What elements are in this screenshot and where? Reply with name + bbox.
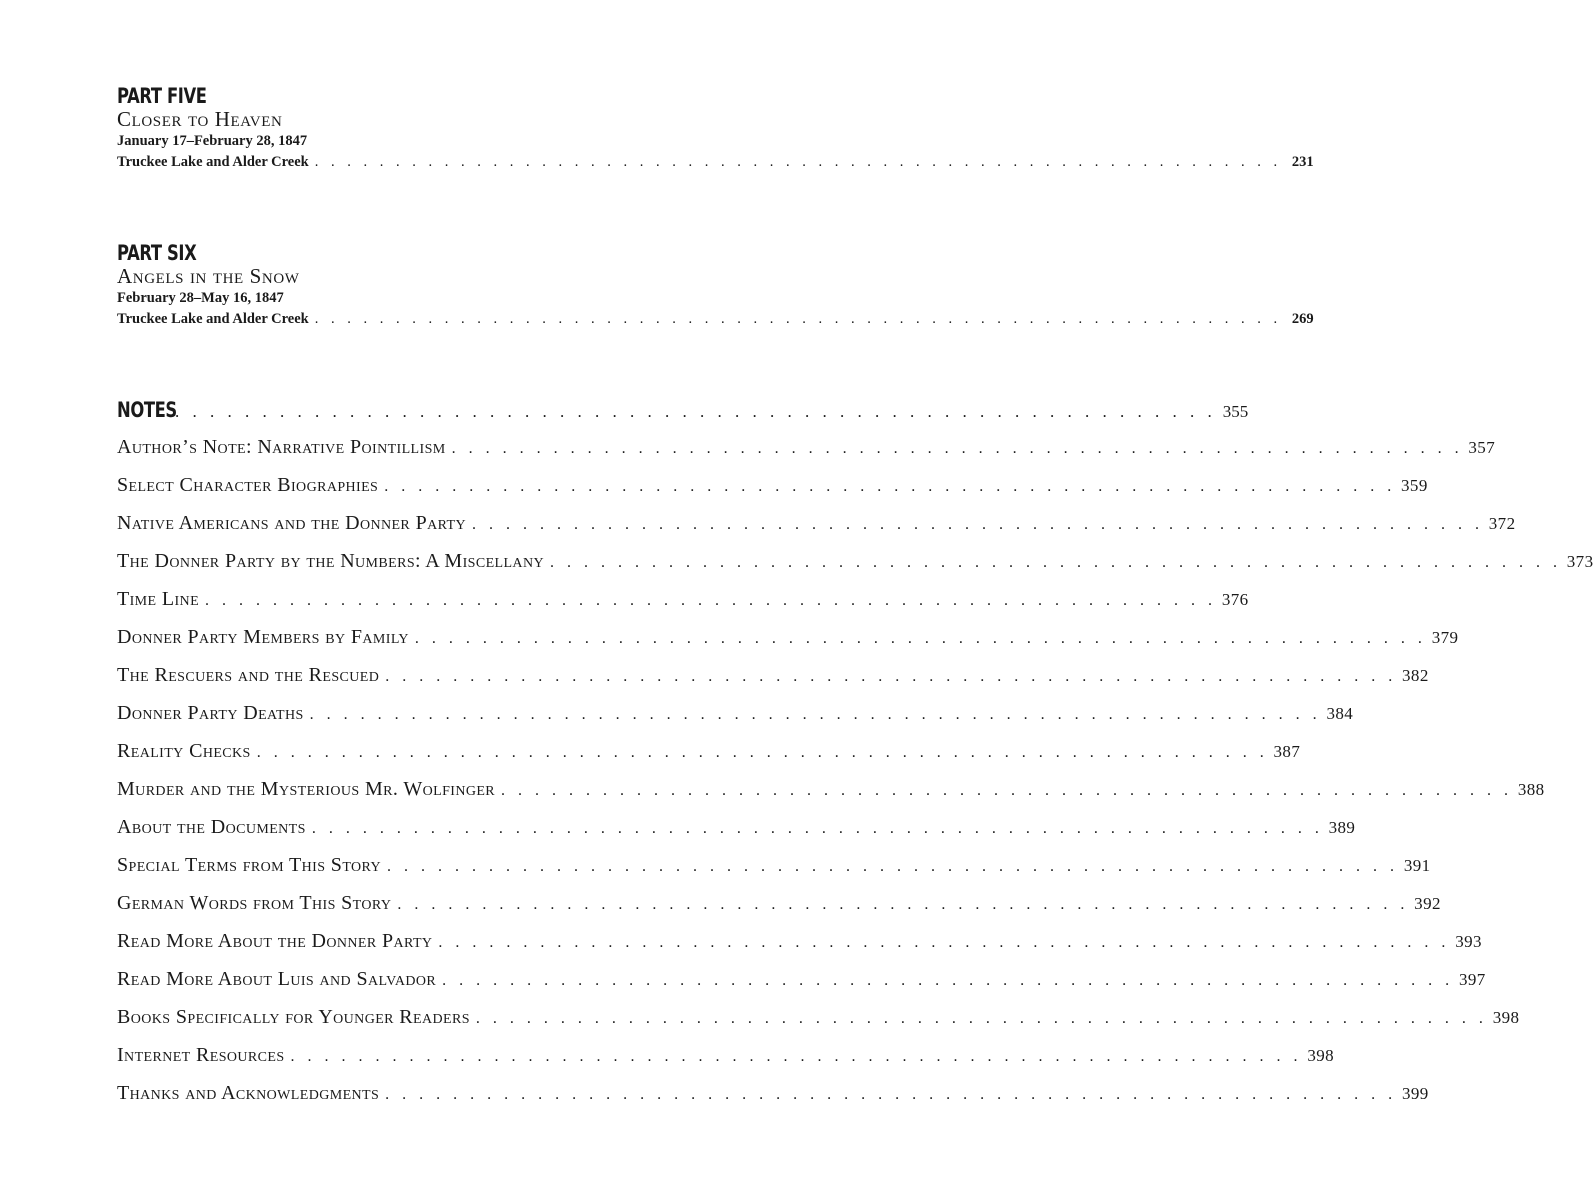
toc-entry[interactable] xyxy=(117,588,1249,626)
part-six-block xyxy=(117,241,1314,330)
dot-leader: . . . . . . . . . . . . . . . . . . . . . . . . . . . . . . . . . . . . . . . . . . . . . . . . . . . . . . . . . . . . xyxy=(414,630,1427,647)
dot-leader: . . . . . . . . . . . . . . . . . . . . . . . . . . . . . . . . . . . . . . . . . . . . . . . . . . . . . . . . . . . . xyxy=(501,782,1513,799)
entry-title: Native Americans and the Donner Party xyxy=(117,512,466,534)
page-number: 388 xyxy=(1517,780,1545,799)
page-number: 397 xyxy=(1458,970,1486,989)
toc-entry-part-six-location[interactable] xyxy=(117,309,1314,330)
page-number: 269 xyxy=(1291,311,1314,327)
entry-title: Truckee Lake and Alder Creek xyxy=(117,311,309,327)
part-five-block xyxy=(117,84,1314,173)
toc-entry[interactable] xyxy=(117,930,1482,968)
entry-title: Murder and the Mysterious Mr. Wolfinger xyxy=(117,778,496,800)
page-number: 231 xyxy=(1291,154,1314,170)
toc-entry[interactable] xyxy=(117,474,1428,512)
page-number: 382 xyxy=(1402,666,1429,685)
dot-leader: . . . . . . . . . . . . . . . . . . . . . . . . . . . . . . . . . . . . . . . . . . . . . . . . . . . . . . . . . . . . xyxy=(384,478,1396,495)
page-number: 373 xyxy=(1566,552,1593,571)
dot-leader: . . . . . . . . . . . . . . . . . . . . . . . . . . . . . . . . . . . . . . . . . . . . . . . . . . . . . . . . . . . . xyxy=(311,820,1324,837)
toc-entry[interactable] xyxy=(117,1082,1429,1120)
entry-title: Donner Party Deaths xyxy=(117,702,304,724)
dot-leader: . . . . . . . . . . . . . . . . . . . . . . . . . . . . . . . . . . . . . . . . . . . . . . . . . . . . . . . . . . . . xyxy=(290,1048,1303,1065)
toc-entry[interactable] xyxy=(117,626,1459,664)
page-number: 399 xyxy=(1401,1084,1429,1103)
entry-title: Special Terms from This Story xyxy=(117,854,382,876)
toc-entry[interactable] xyxy=(117,778,1545,816)
entry-title: Internet Resources xyxy=(117,1044,285,1066)
page-number: 393 xyxy=(1455,932,1482,951)
page-number: 355 xyxy=(1222,402,1249,421)
page-number: 379 xyxy=(1431,628,1459,647)
dot-leader: . . . . . . . . . . . . . . . . . . . . . . . . . . . . . . . . . . . . . . . . . . . . . . . . . . . . . . . . . . . . xyxy=(387,858,1399,875)
dot-leader: . . . . . . . . . . . . . . . . . . . . . . . . . . . . . . . . . . . . . . . . . . . . . . . . . . . . . . . . . . . . xyxy=(438,934,1450,951)
page-number: 384 xyxy=(1326,704,1354,723)
toc-entry[interactable] xyxy=(117,702,1354,740)
entry-title: German Words from This Story xyxy=(117,892,392,914)
toc-entry-part-five-location[interactable] xyxy=(117,152,1314,173)
entry-title: Author’s Note: Narrative Pointillism xyxy=(117,436,446,458)
page-number: 387 xyxy=(1273,742,1301,761)
notes-heading-row[interactable] xyxy=(117,398,1249,422)
notes-entries-list xyxy=(117,436,1593,1120)
page-number: 391 xyxy=(1403,856,1431,875)
toc-entry[interactable] xyxy=(117,740,1301,778)
dot-leader: . . . . . . . . . . . . . . . . . . . . . . . . . . . . . . . . . . . . . . . . . . . . . . . . . . . . . . . . . . . . xyxy=(205,592,1217,609)
part-dates: February 28–May 16, 1847 xyxy=(117,290,284,306)
part-title: Angels in the Snow xyxy=(117,264,300,288)
entry-title: About the Documents xyxy=(117,816,306,838)
dot-leader: . . . . . . . . . . . . . . . . . . . . . . . . . . . . . . . . . . . . . . . . . . . . . . . . . . . . . . . . . . . . xyxy=(475,1010,1488,1027)
toc-entry[interactable] xyxy=(117,968,1486,1006)
toc-entry[interactable] xyxy=(117,512,1516,550)
dot-leader: . . . . . . . . . . . . . . . . . . . . . . . . . . . . . . . . . . . . . . . . . . . . . . . . . . . . . . . . . . . . xyxy=(175,402,1217,421)
dot-leader: . . . . . . . . . . . . . . . . . . . . . . . . . . . . . . . . . . . . . . . . . . . . . . . . . . . . . . . . . . . . xyxy=(397,896,1409,913)
page-number: 372 xyxy=(1488,514,1516,533)
part-heading: PART SIX xyxy=(117,241,197,265)
entry-title: The Rescuers and the Rescued xyxy=(117,664,380,686)
notes-heading: NOTES xyxy=(117,398,177,422)
toc-entry[interactable] xyxy=(117,1044,1335,1082)
page-number: 398 xyxy=(1492,1008,1520,1027)
toc-entry[interactable] xyxy=(117,664,1429,702)
part-heading: PART FIVE xyxy=(117,84,207,108)
page-number: 398 xyxy=(1307,1046,1335,1065)
dot-leader: . . . . . . . . . . . . . . . . . . . . . . . . . . . . . . . . . . . . . . . . . . . . . . . . . . . . . . . . . . . . xyxy=(385,1086,1397,1103)
entry-title: Books Specifically for Younger Readers xyxy=(117,1006,470,1028)
toc-entry[interactable] xyxy=(117,1006,1520,1044)
dot-leader: . . . . . . . . . . . . . . . . . . . . . . . . . . . . . . . . . . . . . . . . . . . . . . . . . . . . . . . . . . . . xyxy=(471,516,1484,533)
toc-entry[interactable] xyxy=(117,550,1593,588)
page-number: 359 xyxy=(1401,476,1428,495)
toc-entry[interactable] xyxy=(117,892,1441,930)
part-title: Closer to Heaven xyxy=(117,107,283,131)
dot-leader: . . . . . . . . . . . . . . . . . . . . . . . . . . . . . . . . . . . . . . . . . . . . . . . . . . . . . . . . . . . . xyxy=(256,744,1269,761)
entry-title: Thanks and Acknowledgments xyxy=(117,1082,380,1104)
dot-leader: . . . . . . . . . . . . . . . . . . . . . . . . . . . . . . . . . . . . . . . . . . . . . . . . . . . . . . . . . . . . xyxy=(451,440,1464,457)
entry-title: Truckee Lake and Alder Creek xyxy=(117,154,309,170)
entry-title: Read More About the Donner Party xyxy=(117,930,433,952)
dot-leader: . . . . . . . . . . . . . . . . . . . . . . . . . . . . . . . . . . . . . . . . . . . . . . . . . . . . . . . . . . . . xyxy=(309,706,1322,723)
entry-title: Time Line xyxy=(117,588,200,610)
dot-leader: . . . . . . . . . . . . . . . . . . . . . . . . . . . . . . . . . . . . . . . . . . . . . . . . . . . . . . . . . . . . xyxy=(314,154,1282,170)
dot-leader: . . . . . . . . . . . . . . . . . . . . . . . . . . . . . . . . . . . . . . . . . . . . . . . . . . . . . . . . . . . . xyxy=(385,668,1397,685)
entry-title: Donner Party Members by Family xyxy=(117,626,409,648)
dot-leader: . . . . . . . . . . . . . . . . . . . . . . . . . . . . . . . . . . . . . . . . . . . . . . . . . . . . . . . . . . . . xyxy=(549,554,1562,571)
toc-entry[interactable] xyxy=(117,854,1431,892)
entry-title: Read More About Luis and Salvador xyxy=(117,968,437,990)
page-number: 389 xyxy=(1328,818,1356,837)
dot-leader: . . . . . . . . . . . . . . . . . . . . . . . . . . . . . . . . . . . . . . . . . . . . . . . . . . . . . . . . . . . . xyxy=(442,972,1454,989)
page-number: 376 xyxy=(1221,590,1249,609)
entry-title: Select Character Biographies xyxy=(117,474,379,496)
dot-leader: . . . . . . . . . . . . . . . . . . . . . . . . . . . . . . . . . . . . . . . . . . . . . . . . . . . . . . . . . . . . xyxy=(314,311,1282,327)
part-dates: January 17–February 28, 1847 xyxy=(117,133,308,149)
toc-entry[interactable] xyxy=(117,816,1356,854)
entry-title: The Donner Party by the Numbers: A Miscellany xyxy=(117,550,544,572)
page-number: 392 xyxy=(1414,894,1441,913)
page-number: 357 xyxy=(1468,438,1496,457)
toc-entry[interactable] xyxy=(117,436,1496,474)
entry-title: Reality Checks xyxy=(117,740,251,762)
